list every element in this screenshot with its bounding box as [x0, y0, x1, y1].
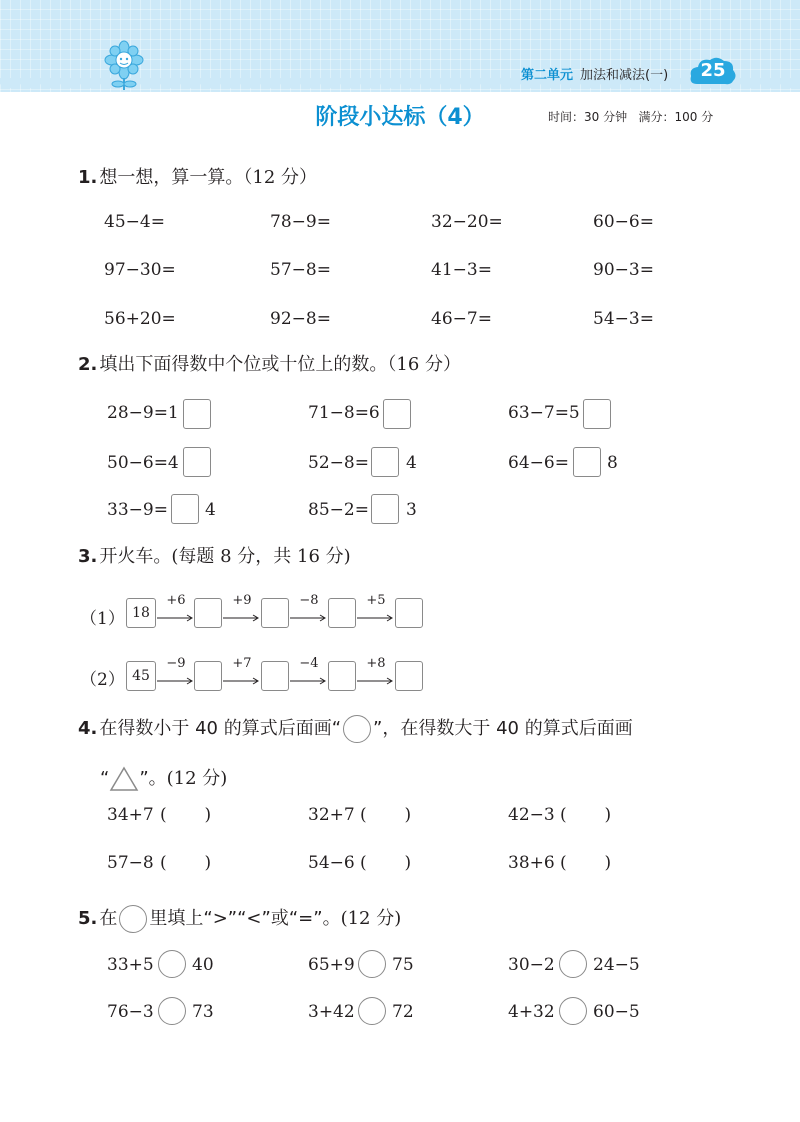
arrow-icon — [223, 604, 259, 628]
circle-symbol-icon — [343, 715, 371, 743]
answer-box[interactable] — [583, 399, 611, 429]
digit-item-left: 50−6=4 — [107, 453, 179, 473]
question-text: ”。 — [139, 768, 167, 789]
triangle-symbol-icon — [109, 766, 139, 792]
question-1-title — [78, 163, 317, 189]
compare-item: 34+7 — [107, 805, 154, 825]
circle-symbol-icon — [119, 905, 147, 933]
question-text: 填出下面得数中个位或十位上的数。 — [99, 354, 388, 375]
question-points: (12 分) — [340, 908, 402, 929]
answer-parentheses[interactable]: ( ) — [360, 805, 412, 825]
question-5-title — [78, 904, 401, 933]
compare-circle[interactable] — [358, 997, 386, 1025]
digit-item-left: 85−2= — [308, 500, 369, 520]
compare-item: 42−3 — [508, 805, 555, 825]
answer-box[interactable] — [573, 447, 601, 477]
answer-parentheses[interactable]: ( ) — [160, 853, 212, 873]
compare-circle[interactable] — [358, 950, 386, 978]
compare-item: 54−6 — [308, 853, 355, 873]
compare-right: 60−5 — [593, 1002, 640, 1022]
digit-item-right: 4 — [205, 500, 216, 520]
train-answer-box[interactable] — [395, 598, 423, 628]
digit-item-right: 4 — [406, 453, 417, 473]
question-points: （12 分） — [243, 167, 318, 188]
unit-subtitle: 加法和减法(一) — [580, 68, 669, 83]
arrow-icon — [223, 667, 259, 691]
compare-left: 76−3 — [107, 1002, 154, 1022]
question-number: 5. — [78, 908, 98, 929]
calc-item: 78−9= — [270, 212, 331, 232]
calc-item: 97−30= — [104, 260, 176, 280]
calc-item: 57−8= — [270, 260, 331, 280]
calc-item: 45−4= — [104, 212, 165, 232]
question-4-line-2 — [100, 764, 227, 792]
digit-item-right: 8 — [607, 453, 618, 473]
question-text: 在 — [99, 908, 118, 929]
train-answer-box[interactable] — [261, 661, 289, 691]
answer-parentheses[interactable]: ( ) — [560, 853, 612, 873]
train-operation: +8 — [366, 656, 386, 671]
train-operation: −4 — [299, 656, 319, 671]
calc-item: 90−3= — [593, 260, 654, 280]
calc-item: 60−6= — [593, 212, 654, 232]
time-and-score: 时间：30 分钟 满分：100 分 — [548, 110, 714, 124]
question-text: ”，在得数大于 40 的算式后面画 — [373, 718, 633, 739]
answer-box[interactable] — [183, 447, 211, 477]
question-points: （16 分） — [387, 354, 462, 375]
calc-item: 56+20= — [104, 309, 176, 329]
answer-box[interactable] — [371, 447, 399, 477]
digit-item-left: 33−9= — [107, 500, 168, 520]
compare-circle[interactable] — [158, 950, 186, 978]
train-start-box: 18 — [126, 598, 156, 628]
train-start-box: 45 — [126, 661, 156, 691]
train-operation: −8 — [299, 593, 319, 608]
train-answer-box[interactable] — [328, 661, 356, 691]
question-text: 在得数小于 40 的算式后面画“ — [99, 718, 342, 739]
answer-box[interactable] — [371, 494, 399, 524]
compare-right: 72 — [392, 1002, 414, 1022]
question-number: 2. — [78, 354, 98, 375]
question-text: 里填上“>”“<”或“=”。 — [149, 908, 341, 929]
digit-item-right: 3 — [406, 500, 417, 520]
question-4-line-1 — [78, 714, 633, 743]
train-operation: −9 — [166, 656, 186, 671]
digit-item-left: 71−8=6 — [308, 403, 380, 423]
arrow-icon — [157, 667, 193, 691]
calc-item: 46−7= — [431, 309, 492, 329]
compare-right: 75 — [392, 955, 414, 975]
compare-left: 3+42 — [308, 1002, 355, 1022]
question-points: (12 分) — [166, 768, 228, 789]
page-number: 25 — [700, 60, 726, 81]
unit-title: 第二单元 — [521, 68, 574, 83]
train-label: （1） — [80, 609, 125, 629]
answer-box[interactable] — [383, 399, 411, 429]
compare-item: 57−8 — [107, 853, 154, 873]
calc-item: 54−3= — [593, 309, 654, 329]
page-title: 阶段小达标（4） — [315, 105, 485, 130]
compare-right: 73 — [192, 1002, 214, 1022]
digit-item-left: 28−9=1 — [107, 403, 179, 423]
calc-item: 92−8= — [270, 309, 331, 329]
compare-circle[interactable] — [158, 997, 186, 1025]
compare-left: 33+5 — [107, 955, 154, 975]
compare-right: 40 — [192, 955, 214, 975]
compare-right: 24−5 — [593, 955, 640, 975]
calc-item: 32−20= — [431, 212, 503, 232]
compare-circle[interactable] — [559, 950, 587, 978]
calc-item: 41−3= — [431, 260, 492, 280]
compare-item: 38+6 — [508, 853, 555, 873]
question-number: 1. — [78, 167, 98, 188]
question-number: 4. — [78, 718, 98, 739]
compare-item: 32+7 — [308, 805, 355, 825]
answer-box[interactable] — [183, 399, 211, 429]
answer-box[interactable] — [171, 494, 199, 524]
compare-left: 30−2 — [508, 955, 555, 975]
train-answer-box[interactable] — [194, 661, 222, 691]
arrow-icon — [357, 604, 393, 628]
question-text: “ — [100, 768, 110, 789]
answer-parentheses[interactable]: ( ) — [560, 805, 612, 825]
arrow-icon — [290, 667, 326, 691]
train-answer-box[interactable] — [395, 661, 423, 691]
train-answer-box[interactable] — [194, 598, 222, 628]
compare-circle[interactable] — [559, 997, 587, 1025]
train-answer-box[interactable] — [261, 598, 289, 628]
question-2-title — [78, 350, 461, 376]
question-text: 想一想，算一算。 — [99, 167, 244, 188]
digit-item-left: 64−6= — [508, 453, 569, 473]
train-label: （2） — [80, 670, 125, 690]
train-operation: +9 — [232, 593, 252, 608]
arrow-icon — [357, 667, 393, 691]
answer-parentheses[interactable]: ( ) — [160, 805, 212, 825]
sunflower-icon — [100, 40, 148, 90]
compare-left: 4+32 — [508, 1002, 555, 1022]
compare-left: 65+9 — [308, 955, 355, 975]
question-text: 开火车。 — [99, 546, 172, 567]
arrow-icon — [290, 604, 326, 628]
train-operation: +6 — [166, 593, 186, 608]
train-operation: +5 — [366, 593, 386, 608]
arrow-icon — [157, 604, 193, 628]
answer-parentheses[interactable]: ( ) — [360, 853, 412, 873]
train-answer-box[interactable] — [328, 598, 356, 628]
question-points: (每题 8 分，共 16 分) — [171, 546, 351, 567]
train-operation: +7 — [232, 656, 252, 671]
digit-item-left: 63−7=5 — [508, 403, 580, 423]
digit-item-left: 52−8= — [308, 453, 369, 473]
question-number: 3. — [78, 546, 98, 567]
question-3-title — [78, 542, 351, 568]
